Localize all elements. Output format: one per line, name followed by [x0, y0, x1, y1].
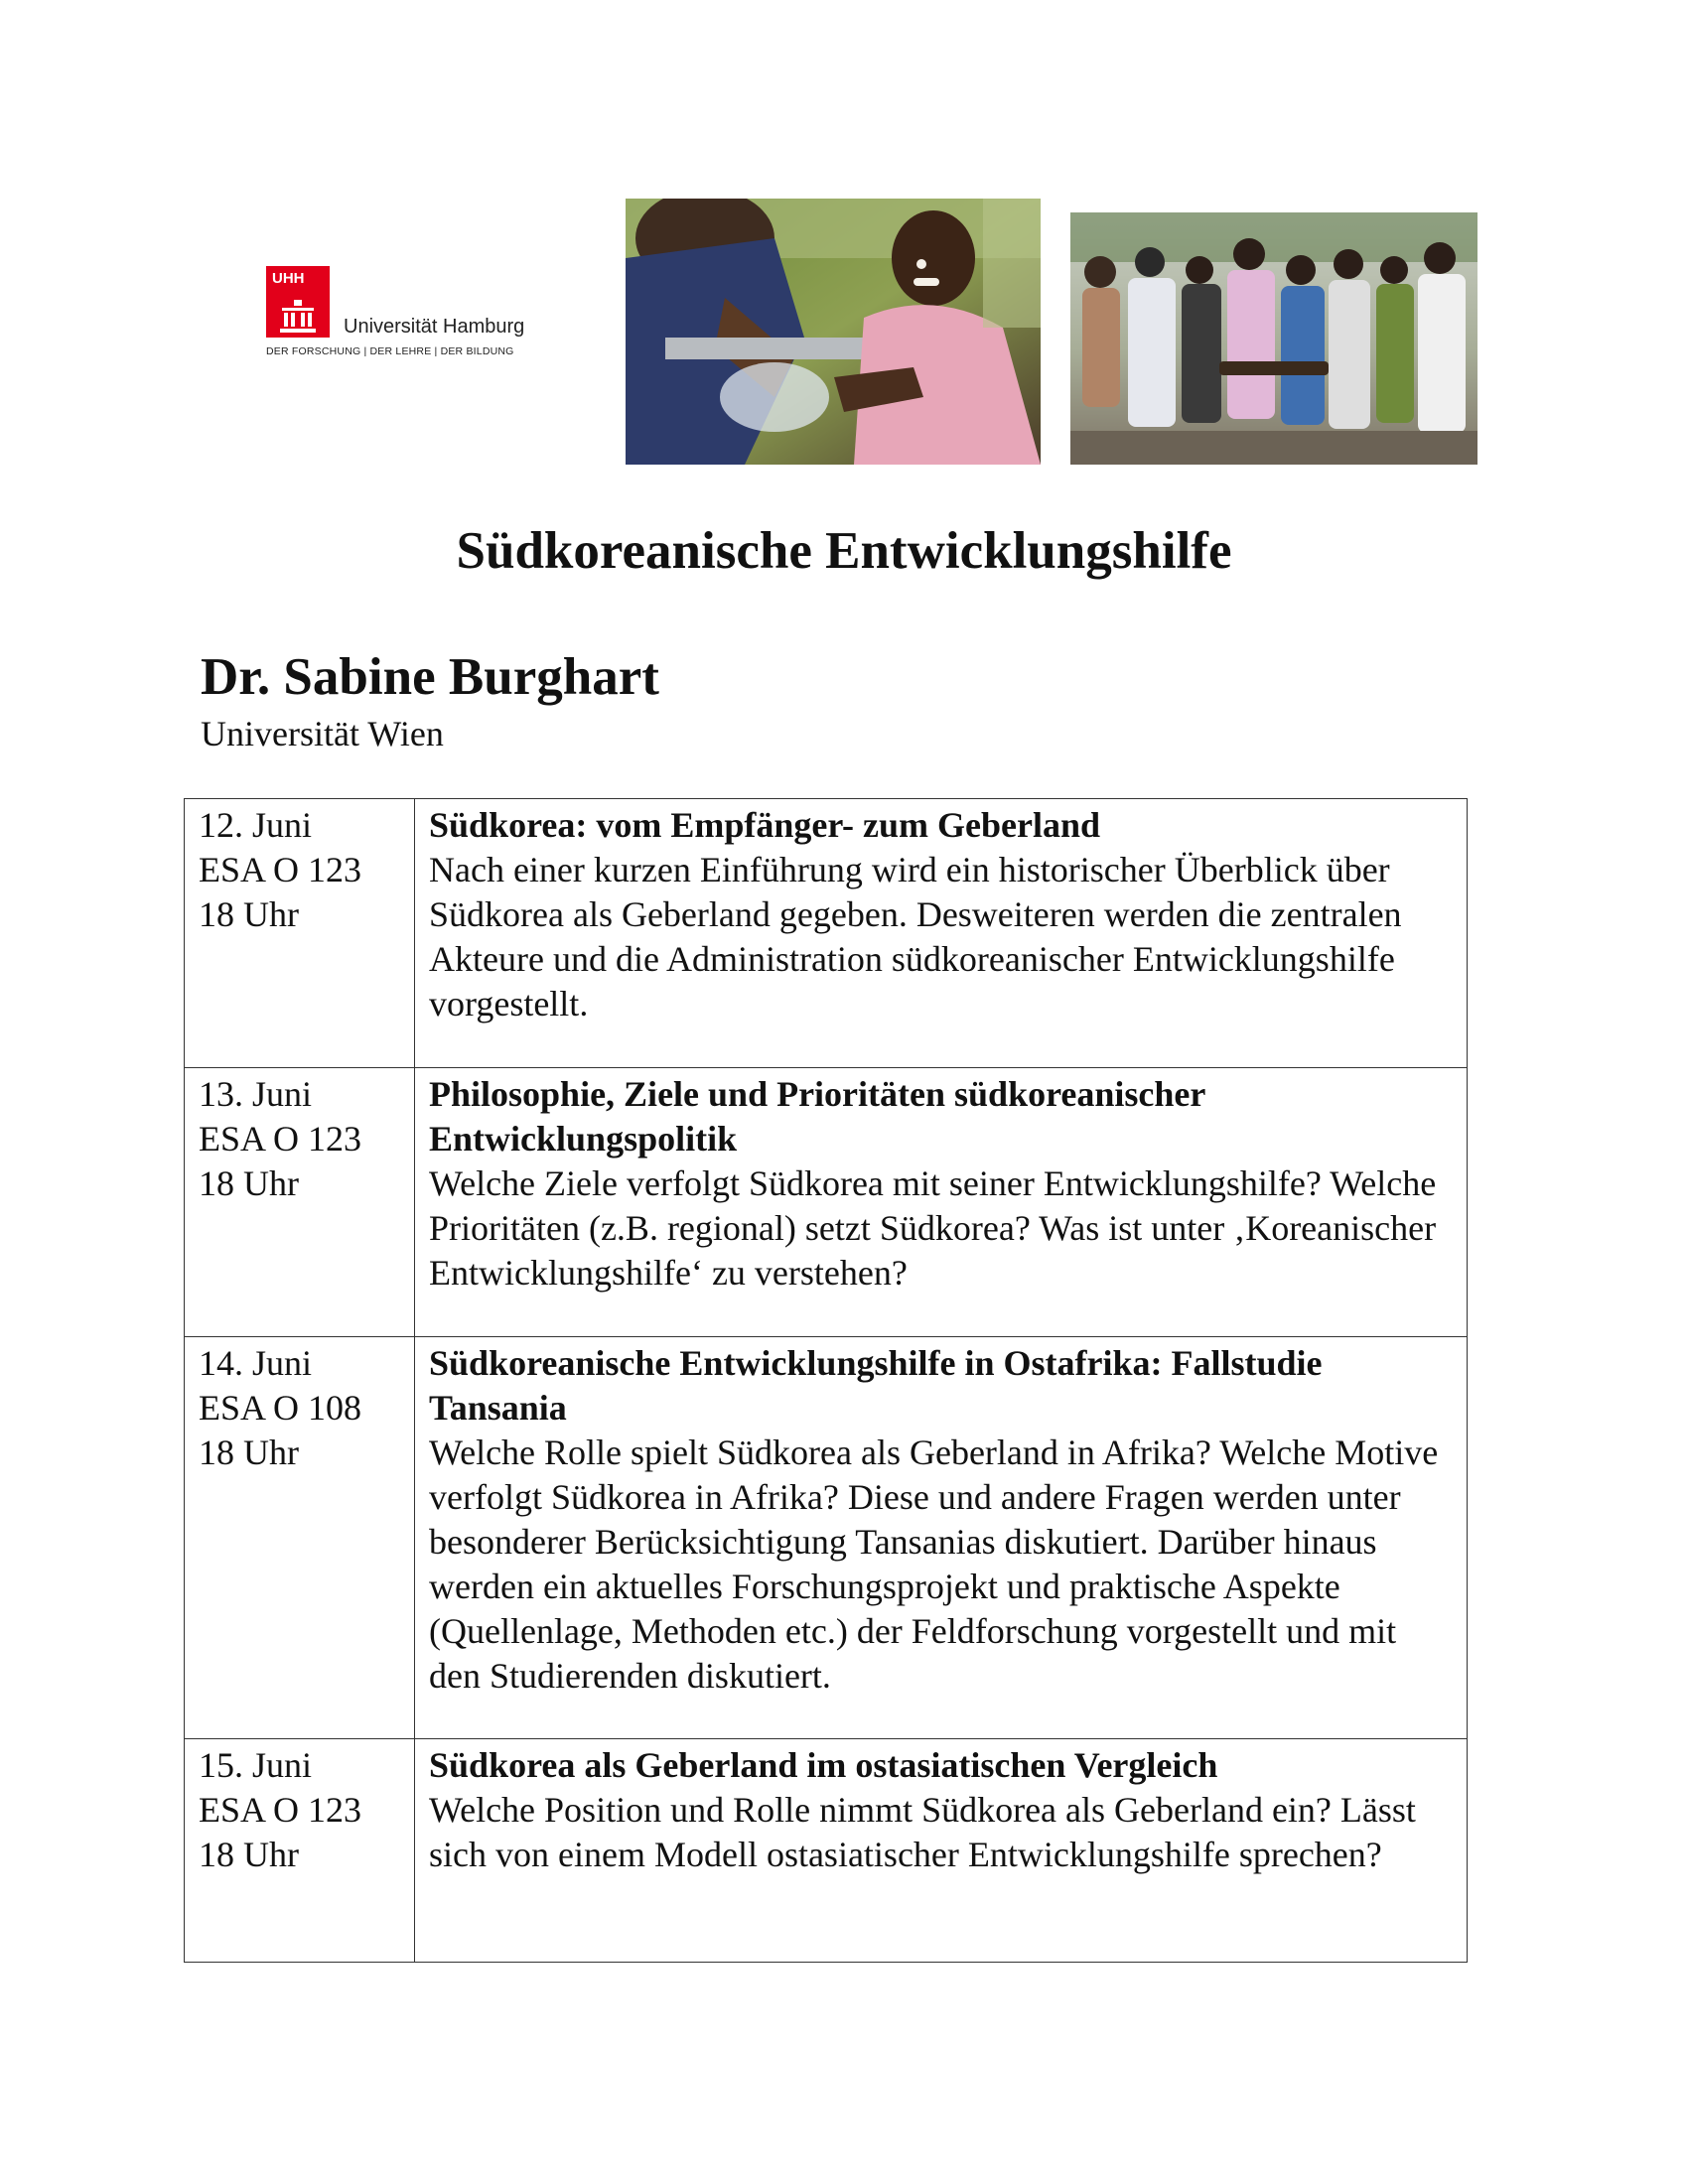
session-time: 18 Uhr — [199, 894, 299, 934]
schedule-table — [184, 798, 1468, 1963]
session-content-cell — [415, 799, 1468, 1068]
session-date: 15. Juni — [199, 1745, 313, 1785]
session-room: ESA O 123 — [199, 1119, 362, 1159]
session-room: ESA O 123 — [199, 1790, 362, 1830]
session-meta-cell — [185, 799, 415, 1068]
table-row — [185, 799, 1468, 1068]
logo-tagline: DER FORSCHUNG | DER LEHRE | DER BILDUNG — [266, 345, 514, 357]
session-meta-cell — [185, 1337, 415, 1739]
session-time: 18 Uhr — [199, 1163, 299, 1203]
session-room: ESA O 123 — [199, 850, 362, 889]
logo-mark-text: UHH — [272, 270, 305, 287]
building-icon — [280, 300, 316, 334]
photo-group-outdoor-demonstration — [1070, 212, 1477, 465]
session-time: 18 Uhr — [199, 1835, 299, 1874]
session-meta-cell — [185, 1739, 415, 1963]
session-date: 13. Juni — [199, 1074, 313, 1114]
logo-university-name: Universität Hamburg — [344, 316, 525, 338]
university-logo — [266, 266, 554, 363]
session-title: Südkorea als Geberland im ostasiatischen Vergleich — [429, 1745, 1218, 1785]
session-date: 12. Juni — [199, 805, 313, 845]
session-description: Welche Ziele verfolgt Südkorea mit seiner Entwicklungshilfe? Welche Prioritäten (z.B. regional) setzt Südkorea? Was ist unter ‚Koreanischer Entwicklungshilfe‘ zu verstehen? — [429, 1163, 1437, 1293]
session-title: Philosophie, Ziele und Prioritäten südkoreanischer Entwicklungspolitik — [429, 1074, 1205, 1159]
uhh-logo-mark — [266, 266, 330, 338]
photo-children-water-pump — [626, 199, 1041, 465]
page-title: Südkoreanische Entwicklungshilfe — [456, 522, 1232, 580]
session-description: Nach einer kurzen Einführung wird ein historischer Überblick über Südkorea als Geberland gegeben. Desweiteren werden die zentralen Akteure und die Administration südkoreanischer Entwicklungshilfe vorgestellt. — [429, 850, 1402, 1024]
session-time: 18 Uhr — [199, 1433, 299, 1472]
speaker-affiliation: Universität Wien — [201, 714, 444, 753]
session-description: Welche Position und Rolle nimmt Südkorea als Geberland ein? Lässt sich von einem Modell ostasiatischer Entwicklungshilfe sprechen? — [429, 1790, 1416, 1874]
speaker-name: Dr. Sabine Burghart — [201, 648, 659, 706]
session-title: Südkoreanische Entwicklungshilfe in Ostafrika: Fallstudie Tansania — [429, 1343, 1323, 1428]
table-row — [185, 1739, 1468, 1963]
table-row — [185, 1337, 1468, 1739]
table-row — [185, 1068, 1468, 1337]
session-meta-cell — [185, 1068, 415, 1337]
session-room: ESA O 108 — [199, 1388, 362, 1428]
session-date: 14. Juni — [199, 1343, 313, 1383]
session-content-cell — [415, 1337, 1468, 1739]
session-content-cell — [415, 1739, 1468, 1963]
session-description: Welche Rolle spielt Südkorea als Geberland in Afrika? Welche Motive verfolgt Südkorea in Afrika? Diese und andere Fragen werden unter besonderer Berücksichtigung Tansanias diskutiert. Darüber hinaus werden ein aktuelles Forschungsprojekt und praktische Aspekte (Quellenlage, Methoden etc.) der Feldforschung vorgestellt und mit den Studierenden diskutiert. — [429, 1433, 1439, 1696]
session-content-cell — [415, 1068, 1468, 1337]
session-title: Südkorea: vom Empfänger- zum Geberland — [429, 805, 1101, 845]
